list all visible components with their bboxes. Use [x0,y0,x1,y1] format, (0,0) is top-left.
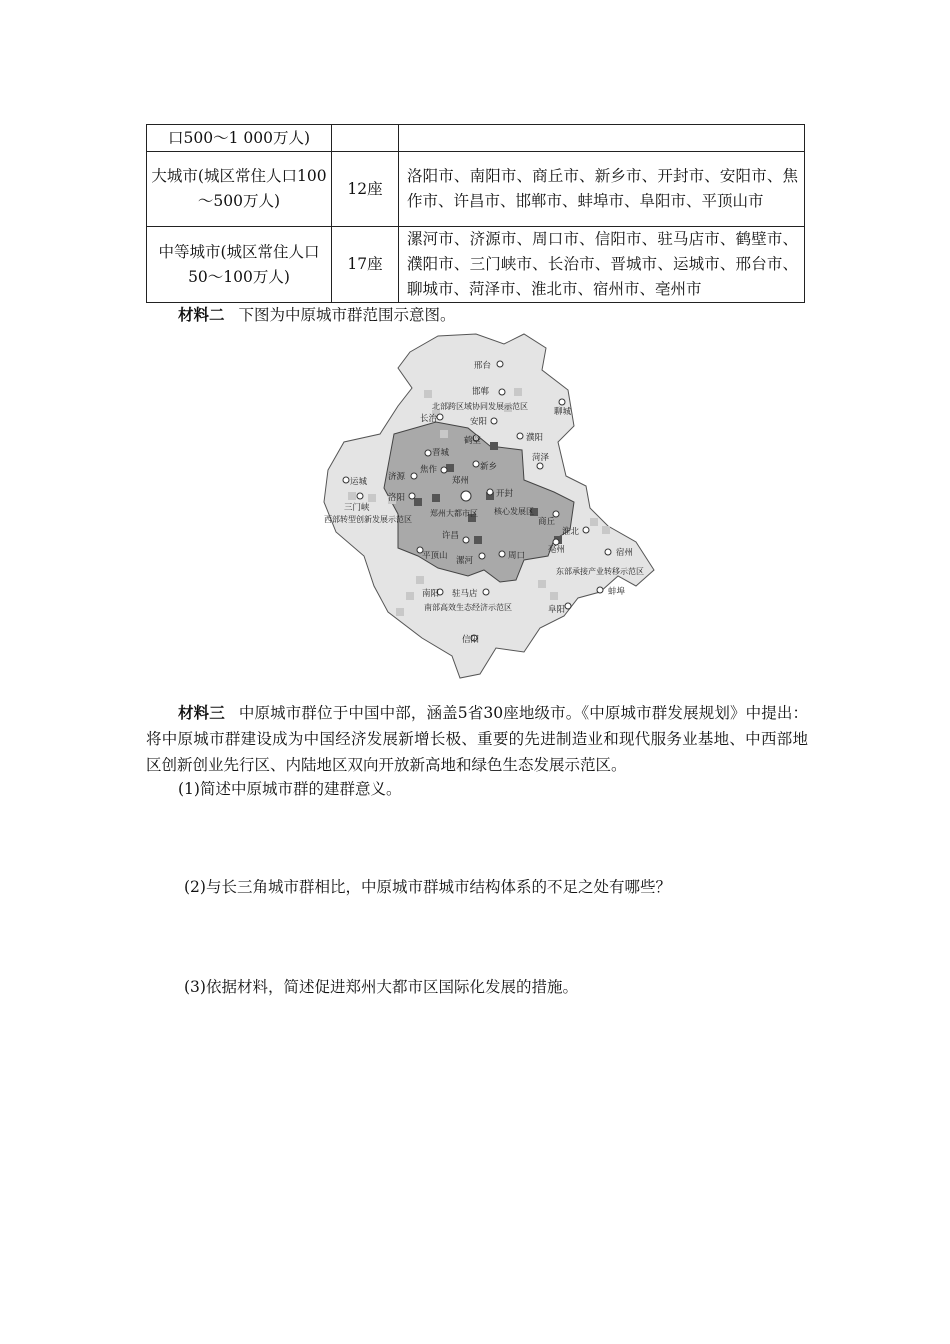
map-label-luoyang: 洛阳 [388,493,406,503]
zone-label-north: 北部跨区域协同发展示范区 [432,402,528,411]
map-label-jiaozuo: 焦作 [420,465,438,475]
table-cell-count: 12座 [332,152,399,227]
zone-label-south: 南部高效生态经济示范区 [424,603,512,612]
table-cell-cities: 漯河市、济源市、周口市、信阳市、驻马店市、鹤壁市、濮阳市、三门峡市、长治市、晋城市、运城市、邢台市、聊城市、菏泽市、淮北市、宿州市、亳州市 [399,227,805,303]
map-label-xingtai: 邢台 [474,361,492,371]
map-label-fuyang: 阜阳 [548,605,566,615]
zhongyuan-map [318,330,664,680]
map-label-hebi: 鹤壁 [464,436,482,446]
table-row [147,227,805,303]
map-label-kaifeng: 开封 [496,489,514,499]
material-three-label: 材料三 [178,703,225,722]
map-label-zhengzhou: 郑州 [452,476,470,486]
zone-label-metro: 郑州大都市区 [430,509,478,518]
question-3: (3)依据材料，简述促进郑州大都市区国际化发展的措施。 [184,978,578,996]
map-label-anyang: 安阳 [470,417,488,427]
map-label-nanyang: 南阳 [422,589,440,599]
map-label-bozhou: 亳州 [548,545,566,555]
map-label-yuncheng: 运城 [350,477,368,487]
table-cell-cities [399,125,805,152]
map-label-xinxiang: 新乡 [480,462,498,472]
map-label-jiyuan: 济源 [388,472,406,482]
map-label-jincheng: 晋城 [432,448,450,458]
question-2: (2)与长三角城市群相比，中原城市群城市结构体系的不足之处有哪些？ [184,878,671,896]
table-cell-count: 17座 [332,227,399,303]
map-label-shangqiu: 商丘 [538,517,556,527]
table-cell-count [332,125,399,152]
city-scale-table [146,124,805,303]
map-label-liaocheng: 聊城 [554,407,572,417]
table-cell-cities: 洛阳市、南阳市、商丘市、新乡市、开封市、安阳市、焦作市、许昌市、邯郸市、蚌埠市、阜阳市、平顶山市 [399,152,805,227]
table-cell-category: 大城市(城区常住人口100～500万人) [147,152,332,227]
table-row [147,152,805,227]
material-two-text: 下图为中原城市群范围示意图。 [238,306,456,324]
map-label-changzhi: 长治 [420,414,438,424]
zone-label-east: 东部承接产业转移示范区 [556,567,644,576]
map-label-pingdingshan: 平顶山 [422,551,448,561]
map-label-sanmenxia: 三门峡 [344,503,370,513]
map-label-heze: 菏泽 [532,453,550,463]
question-1: (1)简述中原城市群的建群意义。 [178,780,402,798]
zone-label-core: 核心发展区 [494,507,534,516]
map-label-xinyang: 信阳 [462,635,480,645]
material-two [178,302,456,328]
map-label-suzhou: 宿州 [616,548,634,558]
material-three [146,700,808,778]
table-cell-category: 口500～1 000万人) [147,125,332,152]
map-label-bengbu: 蚌埠 [608,587,626,597]
map-label-zhoukou: 周口 [508,551,526,561]
map-label-xuchang: 许昌 [442,531,460,541]
table-row [147,125,805,152]
map-label-luohe: 漯河 [456,556,474,566]
material-three-text: 中原城市群位于中国中部，涵盖5省30座地级市。《中原城市群发展规划》中提出：将中原城市群建设成为中国经济发展新增长极、重要的先进制造业和现代服务业基地、中西部地区创新创业先行区、内陆地区双向开放新高地和绿色生态发展示范区。 [146,704,808,774]
map-label-handan: 邯郸 [472,387,490,397]
zone-label-west: 西部转型创新发展示范区 [324,515,412,524]
map-label-huaibei: 淮北 [562,527,580,537]
map-label-puyang: 濮阳 [526,433,544,443]
map-label-zhumadian: 驻马店 [452,589,478,599]
table-cell-category: 中等城市(城区常住人口50～100万人) [147,227,332,303]
material-two-label: 材料二 [178,305,225,324]
